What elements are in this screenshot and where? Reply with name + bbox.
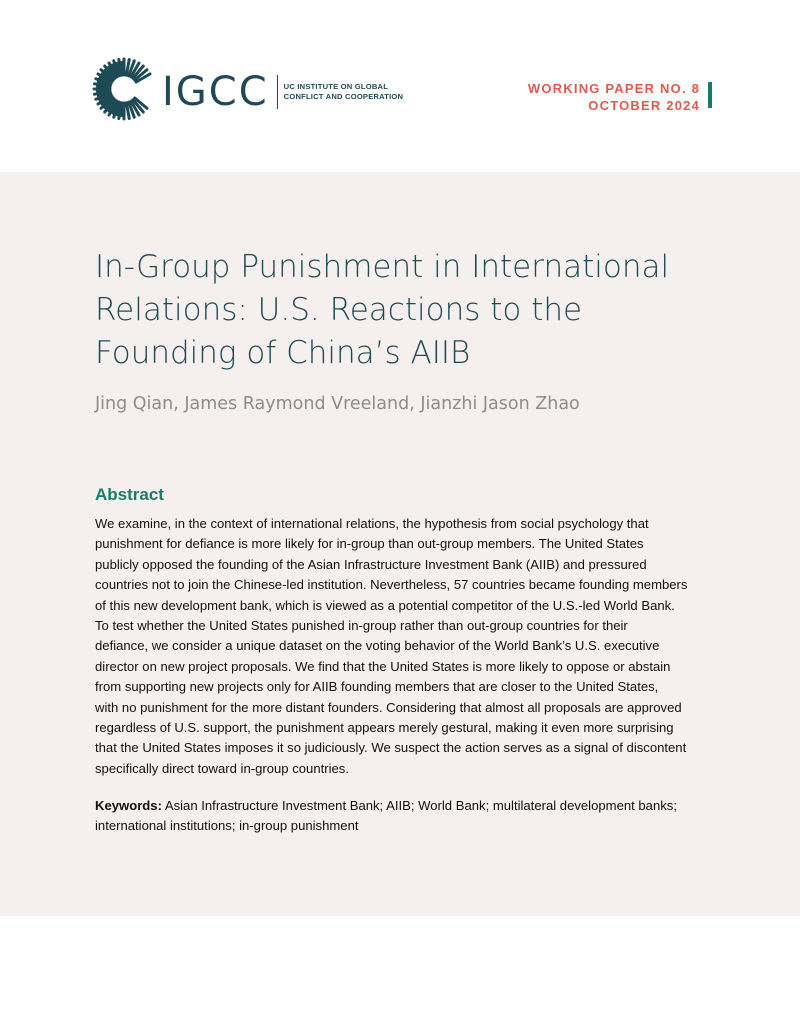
abstract-line: To test whether the United States punished in-group rather than out-group countries for their bbox=[95, 618, 628, 634]
abstract-line: from supporting new projects only for AIIB founding members that are closer to the United States, bbox=[95, 679, 659, 695]
paper-title bbox=[95, 246, 715, 375]
abstract-line: with no punishment for the more distant founders. Considering that almost all proposals are approved bbox=[95, 699, 682, 715]
keywords-line bbox=[95, 796, 715, 816]
abstract-line: countries not to join the Chinese-led institution. Nevertheless, 57 countries became founding members bbox=[95, 577, 688, 593]
igcc-logo[interactable] bbox=[92, 66, 412, 118]
abstract-line: punishment for defiance is more likely for in-group than out-group members. The United States bbox=[95, 536, 644, 552]
keywords bbox=[95, 796, 715, 837]
authors: Jing Qian, James Raymond Vreeland, Jianzhi Jason Zhao bbox=[95, 394, 580, 414]
accent-bar bbox=[708, 82, 712, 108]
abstract-line: publicly opposed the founding of the Asian Infrastructure Investment Bank (AIIB) and pressured bbox=[95, 556, 647, 572]
abstract-line: specifically direct toward in-group countries. bbox=[95, 760, 349, 776]
abstract-line: regardless of U.S. support, the punishment appears merely gestural, making it even more surprising bbox=[95, 720, 674, 736]
paper-number: WORKING PAPER NO. 8 bbox=[527, 81, 700, 96]
abstract-line: We examine, in the context of international relations, the hypothesis from social psychology that bbox=[95, 516, 649, 531]
logo-subtitle bbox=[284, 82, 404, 102]
logo-divider bbox=[277, 75, 278, 109]
abstract-line: of this new development bank, which is viewed as a potential competitor of the U.S.-led World Bank. bbox=[95, 597, 675, 613]
abstract-line: defiance, we consider a unique dataset on the voting behavior of the World Bank’s U.S. executive bbox=[95, 638, 660, 654]
title-line: Founding of China’s AIIB bbox=[95, 335, 471, 371]
igcc-sunburst-icon bbox=[92, 57, 156, 121]
title-line: Relations: U.S. Reactions to the bbox=[95, 292, 583, 328]
abstract-heading: Abstract bbox=[95, 485, 164, 504]
working-paper-label bbox=[528, 80, 700, 114]
abstract-line: director on new project proposals. We find that the United States is more likely to oppose or abstain bbox=[95, 658, 671, 674]
keywords-text: Asian Infrastructure Investment Bank; AIIB; World Bank; multilateral development banks; bbox=[161, 798, 677, 813]
title-line: In-Group Punishment in International bbox=[95, 249, 670, 285]
paper-date: OCTOBER 2024 bbox=[588, 98, 700, 113]
keywords-label: Keywords: bbox=[95, 798, 162, 813]
keywords-line: international institutions; in-group punishment bbox=[95, 818, 359, 834]
logo-subtitle-line: CONFLICT AND COOPERATION bbox=[283, 92, 404, 101]
logo-wordmark: IGCC bbox=[162, 69, 269, 115]
abstract-body bbox=[95, 514, 710, 779]
logo-subtitle-line: UC INSTITUTE ON GLOBAL bbox=[283, 82, 389, 91]
header bbox=[0, 0, 800, 172]
abstract-line: that the United States imposes it so judiciously. We suspect the action serves as a signal of discontent bbox=[95, 740, 687, 756]
